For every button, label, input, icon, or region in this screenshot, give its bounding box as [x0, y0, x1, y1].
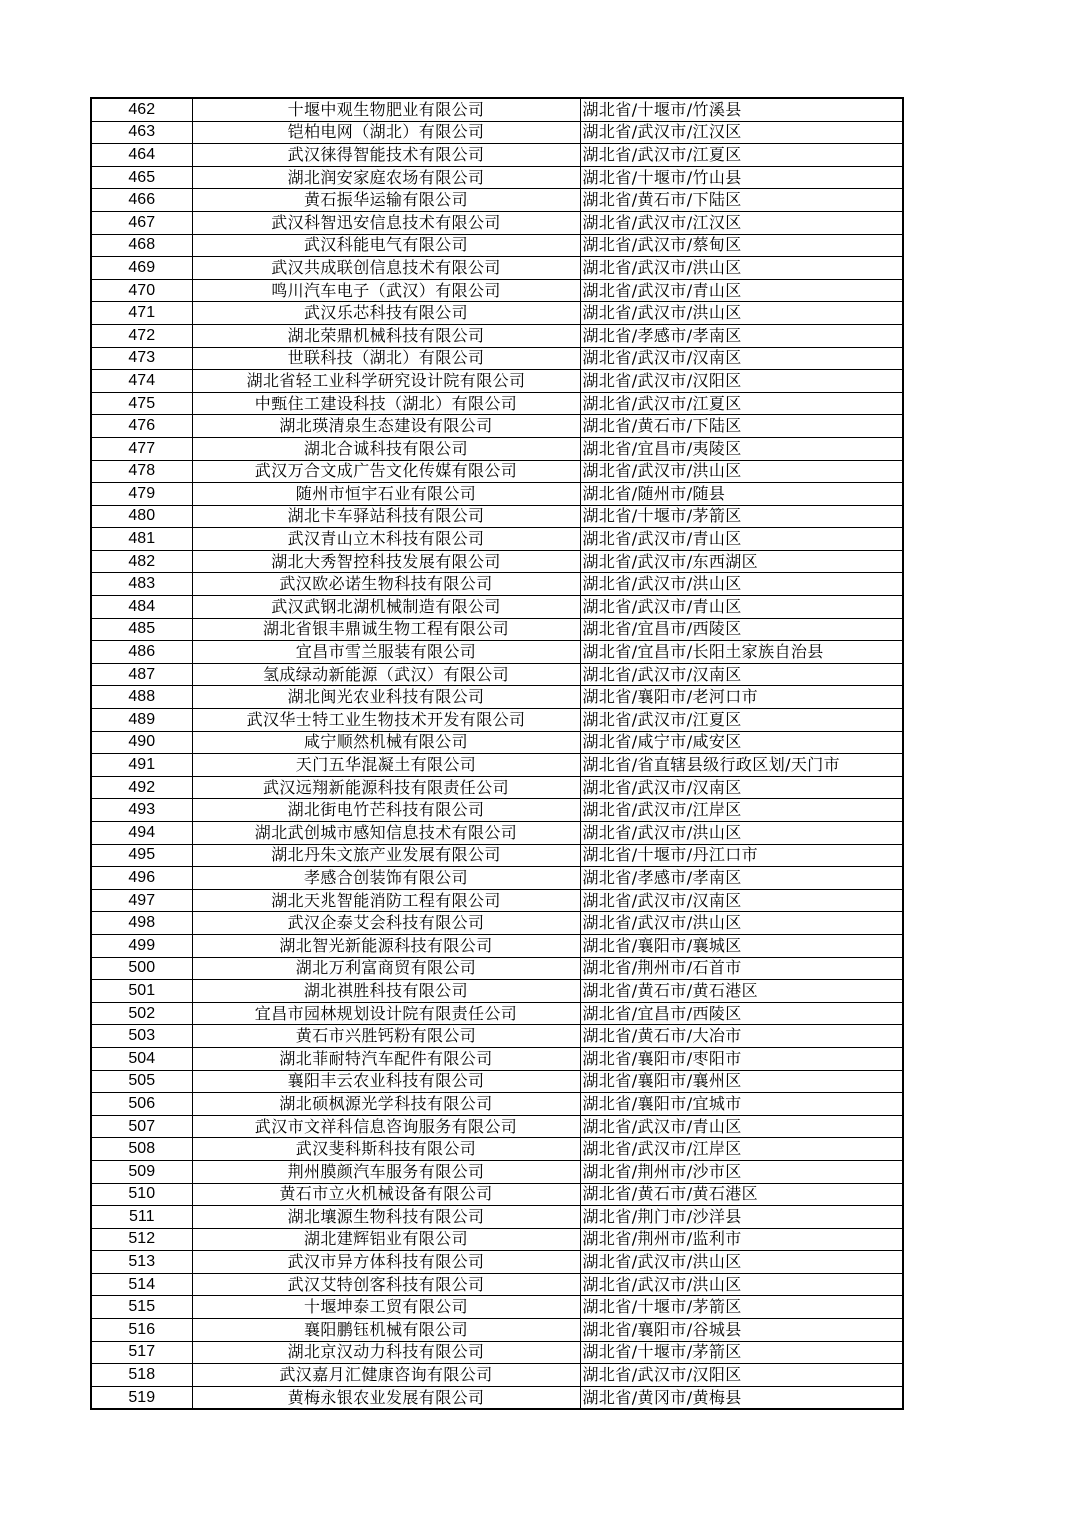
- row-number: 498: [91, 912, 192, 935]
- table-row: [91, 302, 903, 325]
- company-name: 湖北省银丰鼎诚生物工程有限公司: [192, 618, 580, 641]
- row-number: 470: [91, 279, 192, 302]
- row-number: 462: [91, 98, 192, 121]
- table-row: [91, 437, 903, 460]
- company-name: 湖北卡车驿站科技有限公司: [192, 505, 580, 528]
- table-row: [91, 844, 903, 867]
- table-row: [91, 1093, 903, 1116]
- table-row: [91, 550, 903, 573]
- company-location: 湖北省/襄阳市/宜城市: [580, 1093, 903, 1116]
- company-name: 湖北大秀智控科技发展有限公司: [192, 550, 580, 573]
- table-row: [91, 686, 903, 709]
- company-name: 襄阳鹏钰机械有限公司: [192, 1319, 580, 1342]
- table-row: [91, 528, 903, 551]
- row-number: 518: [91, 1364, 192, 1387]
- table-row: [91, 460, 903, 483]
- company-name: 随州市恒宇石业有限公司: [192, 483, 580, 506]
- company-location: 湖北省/宜昌市/长阳土家族自治县: [580, 641, 903, 664]
- row-number: 490: [91, 731, 192, 754]
- table-row: [91, 347, 903, 370]
- company-location: 湖北省/襄阳市/襄城区: [580, 934, 903, 957]
- table-row: [91, 663, 903, 686]
- company-name: 湖北菲耐特汽车配件有限公司: [192, 1047, 580, 1070]
- company-location: 湖北省/十堰市/茅箭区: [580, 1296, 903, 1319]
- table-row: [91, 1251, 903, 1274]
- company-location: 湖北省/荆州市/石首市: [580, 957, 903, 980]
- table-row: [91, 1228, 903, 1251]
- table-row: [91, 1002, 903, 1025]
- company-location: 湖北省/武汉市/洪山区: [580, 1273, 903, 1296]
- company-location: 湖北省/武汉市/洪山区: [580, 573, 903, 596]
- table-row: [91, 731, 903, 754]
- row-number: 465: [91, 166, 192, 189]
- row-number: 466: [91, 189, 192, 212]
- company-name: 武汉嘉月汇健康咨询有限公司: [192, 1364, 580, 1387]
- company-name: 武汉共成联创信息技术有限公司: [192, 257, 580, 280]
- row-number: 467: [91, 211, 192, 234]
- company-name: 武汉斐科斯科技有限公司: [192, 1138, 580, 1161]
- company-name: 湖北天兆智能消防工程有限公司: [192, 889, 580, 912]
- company-location: 湖北省/十堰市/茅箭区: [580, 505, 903, 528]
- table-row: [91, 415, 903, 438]
- table-row: [91, 1025, 903, 1048]
- company-name: 武汉市异方体科技有限公司: [192, 1251, 580, 1274]
- table-row: [91, 1160, 903, 1183]
- row-number: 472: [91, 324, 192, 347]
- table-row: [91, 980, 903, 1003]
- company-name: 黄石振华运输有限公司: [192, 189, 580, 212]
- row-number: 487: [91, 663, 192, 686]
- table-row: [91, 1319, 903, 1342]
- row-number: 463: [91, 121, 192, 144]
- row-number: 480: [91, 505, 192, 528]
- row-number: 486: [91, 641, 192, 664]
- company-name: 武汉科智迅安信息技术有限公司: [192, 211, 580, 234]
- row-number: 501: [91, 980, 192, 1003]
- table-row: [91, 1138, 903, 1161]
- row-number: 489: [91, 709, 192, 732]
- company-location: 湖北省/武汉市/汉南区: [580, 889, 903, 912]
- table-row: [91, 279, 903, 302]
- company-location: 湖北省/省直辖县级行政区划/天门市: [580, 754, 903, 777]
- table-row: [91, 822, 903, 845]
- company-name: 湖北万利富商贸有限公司: [192, 957, 580, 980]
- company-location: 湖北省/武汉市/青山区: [580, 528, 903, 551]
- company-name: 鸣川汽车电子（武汉）有限公司: [192, 279, 580, 302]
- table-row: [91, 1273, 903, 1296]
- row-number: 499: [91, 934, 192, 957]
- company-name: 十堰坤泰工贸有限公司: [192, 1296, 580, 1319]
- company-name: 襄阳丰云农业科技有限公司: [192, 1070, 580, 1093]
- row-number: 505: [91, 1070, 192, 1093]
- table-row: [91, 257, 903, 280]
- table-row: [91, 234, 903, 257]
- row-number: 519: [91, 1386, 192, 1409]
- table-row: [91, 573, 903, 596]
- row-number: 517: [91, 1341, 192, 1364]
- company-location: 湖北省/黄石市/大冶市: [580, 1025, 903, 1048]
- table-row: [91, 709, 903, 732]
- table-row: [91, 144, 903, 167]
- company-location: 湖北省/襄阳市/老河口市: [580, 686, 903, 709]
- table-row: [91, 1341, 903, 1364]
- company-location: 湖北省/武汉市/青山区: [580, 279, 903, 302]
- table-row: [91, 505, 903, 528]
- row-number: 488: [91, 686, 192, 709]
- company-location: 湖北省/武汉市/青山区: [580, 1115, 903, 1138]
- row-number: 471: [91, 302, 192, 325]
- row-number: 506: [91, 1093, 192, 1116]
- table-row: [91, 957, 903, 980]
- company-name: 武汉青山立木科技有限公司: [192, 528, 580, 551]
- row-number: 473: [91, 347, 192, 370]
- row-number: 492: [91, 776, 192, 799]
- company-name: 湖北合诚科技有限公司: [192, 437, 580, 460]
- company-name: 武汉艾特创客科技有限公司: [192, 1273, 580, 1296]
- row-number: 478: [91, 460, 192, 483]
- table-row: [91, 1047, 903, 1070]
- table-row: [91, 121, 903, 144]
- company-name: 湖北丹朱文旅产业发展有限公司: [192, 844, 580, 867]
- company-name: 湖北智光新能源科技有限公司: [192, 934, 580, 957]
- company-location: 湖北省/武汉市/洪山区: [580, 1251, 903, 1274]
- table-row: [91, 189, 903, 212]
- company-location: 湖北省/武汉市/江岸区: [580, 799, 903, 822]
- row-number: 515: [91, 1296, 192, 1319]
- company-name: 湖北壤源生物科技有限公司: [192, 1206, 580, 1229]
- table-row: [91, 776, 903, 799]
- row-number: 477: [91, 437, 192, 460]
- table-row: [91, 618, 903, 641]
- company-name: 荆州膜颜汽车服务有限公司: [192, 1160, 580, 1183]
- row-number: 491: [91, 754, 192, 777]
- row-number: 495: [91, 844, 192, 867]
- company-location: 湖北省/随州市/随县: [580, 483, 903, 506]
- company-location: 湖北省/襄阳市/谷城县: [580, 1319, 903, 1342]
- company-location: 湖北省/宜昌市/夷陵区: [580, 437, 903, 460]
- company-name: 武汉万合文成广告文化传媒有限公司: [192, 460, 580, 483]
- row-number: 493: [91, 799, 192, 822]
- table-row: [91, 1206, 903, 1229]
- table-row: [91, 1296, 903, 1319]
- company-location: 湖北省/武汉市/蔡甸区: [580, 234, 903, 257]
- table-row: [91, 324, 903, 347]
- company-location: 湖北省/武汉市/洪山区: [580, 912, 903, 935]
- company-name: 咸宁顺然机械有限公司: [192, 731, 580, 754]
- company-name: 武汉远翔新能源科技有限责任公司: [192, 776, 580, 799]
- company-location: 湖北省/孝感市/孝南区: [580, 324, 903, 347]
- company-name: 武汉华士特工业生物技术开发有限公司: [192, 709, 580, 732]
- row-number: 483: [91, 573, 192, 596]
- row-number: 479: [91, 483, 192, 506]
- company-location: 湖北省/武汉市/东西湖区: [580, 550, 903, 573]
- company-name: 黄梅永银农业发展有限公司: [192, 1386, 580, 1409]
- company-name: 黄石市兴胜钙粉有限公司: [192, 1025, 580, 1048]
- row-number: 482: [91, 550, 192, 573]
- row-number: 511: [91, 1206, 192, 1229]
- table-row: [91, 867, 903, 890]
- row-number: 507: [91, 1115, 192, 1138]
- company-name: 孝感合创装饰有限公司: [192, 867, 580, 890]
- table-row: [91, 1115, 903, 1138]
- row-number: 514: [91, 1273, 192, 1296]
- company-name: 湖北省轻工业科学研究设计院有限公司: [192, 370, 580, 393]
- company-name: 黄石市立火机械设备有限公司: [192, 1183, 580, 1206]
- row-number: 485: [91, 618, 192, 641]
- table-row: [91, 166, 903, 189]
- company-location: 湖北省/武汉市/江汉区: [580, 121, 903, 144]
- table-row: [91, 596, 903, 619]
- company-location: 湖北省/宜昌市/西陵区: [580, 618, 903, 641]
- company-location: 湖北省/武汉市/洪山区: [580, 257, 903, 280]
- company-name: 湖北瑛清泉生态建设有限公司: [192, 415, 580, 438]
- company-location: 湖北省/武汉市/青山区: [580, 596, 903, 619]
- company-location: 湖北省/武汉市/汉阳区: [580, 370, 903, 393]
- company-location: 湖北省/荆州市/沙市区: [580, 1160, 903, 1183]
- table-row: [91, 211, 903, 234]
- table-row: [91, 1070, 903, 1093]
- company-location: 湖北省/黄石市/黄石港区: [580, 980, 903, 1003]
- table-row: [91, 912, 903, 935]
- company-name: 中甄住工建设科技（湖北）有限公司: [192, 392, 580, 415]
- company-location: 湖北省/孝感市/孝南区: [580, 867, 903, 890]
- company-name: 宜昌市雪兰服装有限公司: [192, 641, 580, 664]
- company-location: 湖北省/十堰市/丹江口市: [580, 844, 903, 867]
- company-name: 湖北闽光农业科技有限公司: [192, 686, 580, 709]
- company-name: 湖北荣鼎机械科技有限公司: [192, 324, 580, 347]
- company-location: 湖北省/武汉市/江夏区: [580, 144, 903, 167]
- row-number: 484: [91, 596, 192, 619]
- row-number: 504: [91, 1047, 192, 1070]
- row-number: 509: [91, 1160, 192, 1183]
- company-location: 湖北省/武汉市/洪山区: [580, 302, 903, 325]
- company-location: 湖北省/十堰市/竹溪县: [580, 98, 903, 121]
- company-name: 武汉企泰艾会科技有限公司: [192, 912, 580, 935]
- company-name: 湖北硕枫源光学科技有限公司: [192, 1093, 580, 1116]
- company-name: 武汉乐芯科技有限公司: [192, 302, 580, 325]
- company-name: 湖北街电竹芒科技有限公司: [192, 799, 580, 822]
- company-location: 湖北省/襄阳市/襄州区: [580, 1070, 903, 1093]
- company-name: 武汉徕得智能技术有限公司: [192, 144, 580, 167]
- company-name: 武汉欧必诺生物科技有限公司: [192, 573, 580, 596]
- company-name: 湖北祺胜科技有限公司: [192, 980, 580, 1003]
- company-name: 世联科技（湖北）有限公司: [192, 347, 580, 370]
- company-location: 湖北省/武汉市/汉南区: [580, 776, 903, 799]
- row-number: 497: [91, 889, 192, 912]
- row-number: 468: [91, 234, 192, 257]
- row-number: 464: [91, 144, 192, 167]
- company-location: 湖北省/十堰市/竹山县: [580, 166, 903, 189]
- company-name: 氢成绿动新能源（武汉）有限公司: [192, 663, 580, 686]
- table-row: [91, 392, 903, 415]
- row-number: 474: [91, 370, 192, 393]
- company-location: 湖北省/襄阳市/枣阳市: [580, 1047, 903, 1070]
- row-number: 502: [91, 1002, 192, 1025]
- company-name: 湖北润安家庭农场有限公司: [192, 166, 580, 189]
- company-location: 湖北省/武汉市/江夏区: [580, 709, 903, 732]
- row-number: 469: [91, 257, 192, 280]
- company-name: 湖北武创城市感知信息技术有限公司: [192, 822, 580, 845]
- company-location: 湖北省/武汉市/汉南区: [580, 663, 903, 686]
- table-row: [91, 799, 903, 822]
- company-location: 湖北省/武汉市/洪山区: [580, 822, 903, 845]
- company-name: 湖北京汉动力科技有限公司: [192, 1341, 580, 1364]
- company-name: 武汉市文祥科信息咨询服务有限公司: [192, 1115, 580, 1138]
- company-name: 天门五华混凝土有限公司: [192, 754, 580, 777]
- company-name: 铠柏电网（湖北）有限公司: [192, 121, 580, 144]
- company-name: 宜昌市园林规划设计院有限责任公司: [192, 1002, 580, 1025]
- company-location: 湖北省/十堰市/茅箭区: [580, 1341, 903, 1364]
- table-row: [91, 1364, 903, 1387]
- company-name: 十堰中观生物肥业有限公司: [192, 98, 580, 121]
- company-location: 湖北省/黄石市/下陆区: [580, 189, 903, 212]
- table-row: [91, 889, 903, 912]
- company-location: 湖北省/荆门市/沙洋县: [580, 1206, 903, 1229]
- company-location: 湖北省/武汉市/江夏区: [580, 392, 903, 415]
- row-number: 496: [91, 867, 192, 890]
- company-list-body: [91, 98, 903, 1409]
- table-row: [91, 934, 903, 957]
- company-location: 湖北省/宜昌市/西陵区: [580, 1002, 903, 1025]
- row-number: 510: [91, 1183, 192, 1206]
- company-location: 湖北省/武汉市/江汉区: [580, 211, 903, 234]
- company-location: 湖北省/武汉市/江岸区: [580, 1138, 903, 1161]
- company-location: 湖北省/武汉市/汉阳区: [580, 1364, 903, 1387]
- company-location: 湖北省/武汉市/洪山区: [580, 460, 903, 483]
- company-name: 武汉武钢北湖机械制造有限公司: [192, 596, 580, 619]
- row-number: 476: [91, 415, 192, 438]
- company-location: 湖北省/武汉市/汉南区: [580, 347, 903, 370]
- company-list-table: [90, 97, 904, 1410]
- table-row: [91, 641, 903, 664]
- company-location: 湖北省/咸宁市/咸安区: [580, 731, 903, 754]
- row-number: 475: [91, 392, 192, 415]
- company-location: 湖北省/黄冈市/黄梅县: [580, 1386, 903, 1409]
- row-number: 508: [91, 1138, 192, 1161]
- table-row: [91, 483, 903, 506]
- row-number: 516: [91, 1319, 192, 1342]
- table-row: [91, 754, 903, 777]
- company-location: 湖北省/黄石市/下陆区: [580, 415, 903, 438]
- row-number: 503: [91, 1025, 192, 1048]
- row-number: 512: [91, 1228, 192, 1251]
- row-number: 513: [91, 1251, 192, 1274]
- company-name: 武汉科能电气有限公司: [192, 234, 580, 257]
- company-location: 湖北省/荆州市/监利市: [580, 1228, 903, 1251]
- table-row: [91, 1386, 903, 1409]
- table-row: [91, 1183, 903, 1206]
- row-number: 500: [91, 957, 192, 980]
- row-number: 494: [91, 822, 192, 845]
- company-name: 湖北建辉铝业有限公司: [192, 1228, 580, 1251]
- table-row: [91, 98, 903, 121]
- table-row: [91, 370, 903, 393]
- company-location: 湖北省/黄石市/黄石港区: [580, 1183, 903, 1206]
- row-number: 481: [91, 528, 192, 551]
